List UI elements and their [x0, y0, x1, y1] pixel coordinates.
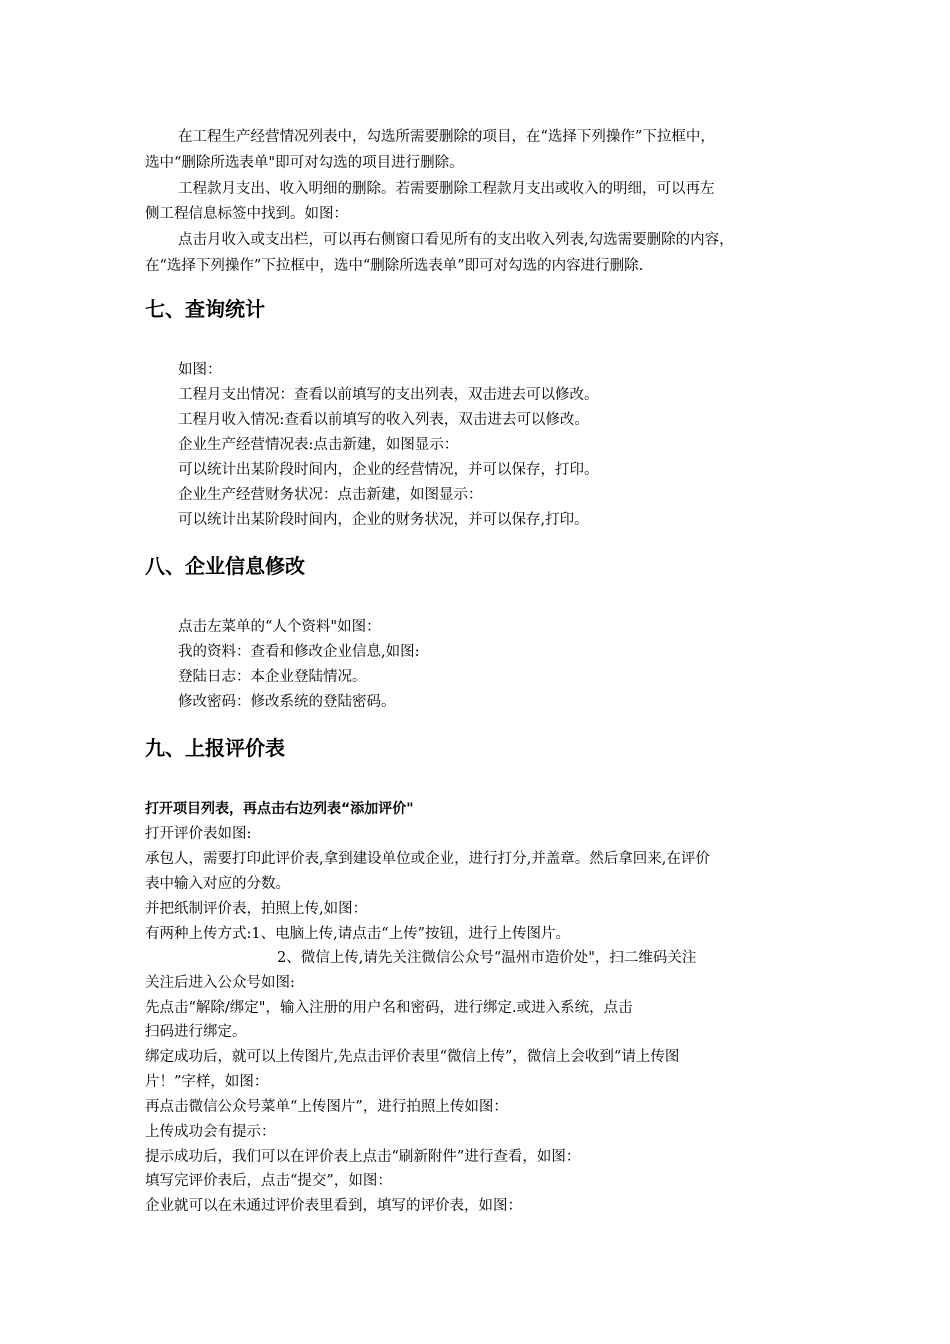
list-line: 工程月支出情况：查看以前填写的支出列表，双击进去可以修改。	[178, 387, 599, 403]
section-heading-evaluation-form: 九、上报评价表	[145, 736, 285, 760]
list-line: 企业就可以在未通过评价表里看到，填写的评价表，如图：	[145, 1198, 522, 1214]
paragraph-line: 在工程生产经营情况列表中，勾选所需要删除的项目，在“选择下列操作”下拉框中，	[178, 129, 715, 145]
list-line: 承包人，需要打印此评价表,拿到建设单位或企业，进行打分,并盖章。然后拿回来,在评价	[145, 851, 710, 867]
paragraph-line: 点击月收入或支出栏，可以再右侧窗口看见所有的支出收入列表,勾选需要删除的内容，	[178, 232, 734, 248]
section-heading-query-statistics: 七、查询统计	[145, 297, 265, 321]
list-line: 绑定成功后，就可以上传图片,先点击评价表里“微信上传”，微信上会收到“请上传图	[145, 1049, 680, 1065]
list-line: 修改密码：修改系统的登陆密码。	[178, 694, 396, 710]
list-line: 再点击微信公众号菜单“上传图片”，进行拍照上传如图：	[145, 1099, 508, 1115]
paragraph-line: 在“选择下列操作”下拉框中，选中“删除所选表单”即可对勾选的内容进行删除.	[145, 258, 644, 274]
list-line: 点击左菜单的“人个资料"如图：	[178, 619, 381, 635]
list-line: 可以统计出某阶段时间内，企业的经营情况，并可以保存，打印。	[178, 462, 599, 478]
list-line: 如图：	[178, 362, 222, 378]
bold-instruction: 打开项目列表，再点击右边列表“添加评价"	[145, 801, 414, 817]
paragraph-line: 工程款月支出、收入明细的删除。若需要删除工程款月支出或收入的明细，可以再左	[178, 181, 715, 197]
list-line: 可以统计出某阶段时间内，企业的财务状况，并可以保存,打印。	[178, 512, 589, 528]
list-line: 提示成功后，我们可以在评价表上点击“刷新附件”进行查看，如图：	[145, 1149, 581, 1165]
paragraph-line: 侧工程信息标签中找到。如图：	[145, 206, 348, 222]
list-line: 工程月收入情况:查看以前填写的收入列表，双击进去可以修改。	[178, 412, 589, 428]
list-line: 先点击“解除/绑定"，输入注册的用户名和密码，进行绑定.或进入系统，点击	[145, 1000, 633, 1016]
paragraph-line: 选中“删除所选表单"即可对勾选的项目进行删除。	[145, 155, 464, 171]
list-line: 打开评价表如图:	[145, 826, 252, 842]
list-line: 上传成功会有提示：	[145, 1124, 276, 1140]
list-line: 表中输入对应的分数。	[145, 876, 290, 892]
list-line: 填写完评价表后，点击“提交”，如图：	[145, 1173, 392, 1189]
list-line: 扫码进行绑定。	[145, 1024, 247, 1040]
list-line: 登陆日志：本企业登陆情况。	[178, 669, 367, 685]
list-line: 有两种上传方式:1、电脑上传,请点击“上传”按钮，进行上传图片。	[145, 926, 571, 942]
list-line: 并把纸制评价表，拍照上传,如图：	[145, 901, 368, 917]
list-line: 关注后进入公众号如图:	[145, 975, 295, 991]
list-line: 片！”字样，如图：	[145, 1074, 269, 1090]
section-heading-company-info: 八、企业信息修改	[145, 554, 305, 578]
list-line: 企业生产经营财务状况：点击新建，如图显示：	[178, 487, 483, 503]
list-line: 企业生产经营情况表:点击新建，如图显示：	[178, 437, 459, 453]
list-line: 我的资料：查看和修改企业信息,如图:	[178, 644, 420, 660]
list-line: 2、微信上传,请先关注微信公众号“温州市造价处"，扫二维码关注	[277, 950, 697, 966]
